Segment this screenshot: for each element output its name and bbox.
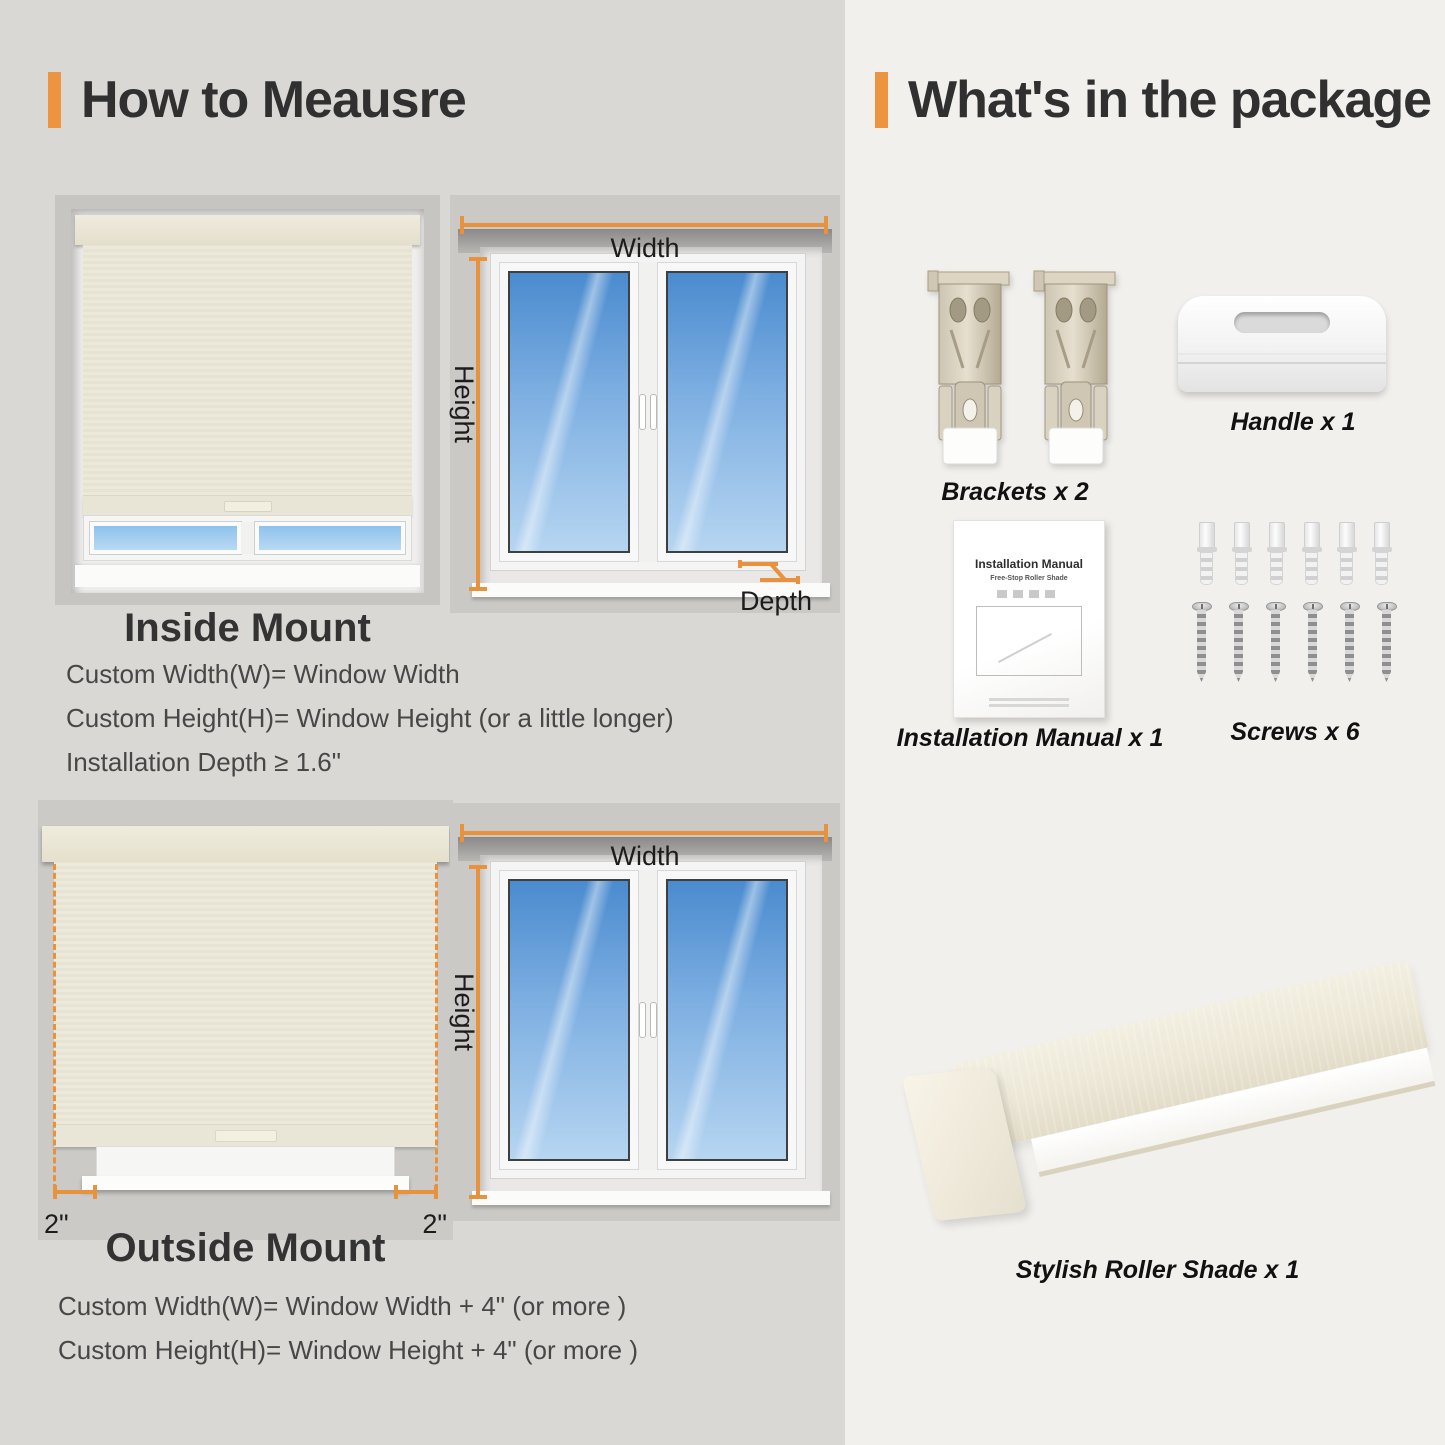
- screw-icon: [1266, 602, 1286, 682]
- casement-right: [657, 870, 797, 1170]
- screw-icon: [1229, 602, 1249, 682]
- roller-shade-cassette: [902, 960, 1445, 1233]
- accent-bar-icon: [875, 72, 888, 128]
- manual-cover-title: Installation Manual: [974, 557, 1083, 571]
- wall-anchor-icon: [1302, 522, 1322, 588]
- window-sill: [82, 1176, 409, 1190]
- window-sill: [472, 1191, 830, 1205]
- glass-right: [666, 879, 788, 1161]
- right-title: What's in the package: [908, 71, 1432, 129]
- screw-icon: [1377, 602, 1397, 682]
- shade-bottom-rail: [54, 1124, 437, 1147]
- brackets-label: Brackets x 2: [941, 478, 1089, 506]
- wall-anchor-icon: [1232, 522, 1252, 588]
- handle-label: Handle x 1: [1230, 408, 1356, 436]
- wall-anchor-icon: [1372, 522, 1392, 588]
- manual-cover-scribble: [997, 590, 1061, 598]
- window-pane-left: [90, 522, 241, 554]
- overhang-dashed-line-right: [435, 864, 438, 1190]
- width-measure-line: [460, 223, 828, 227]
- instruction-line: Custom Height(H)= Window Height + 4" (or more ): [58, 1335, 638, 1365]
- depth-measure-icon: [738, 559, 800, 585]
- window-recess: [71, 209, 424, 593]
- overhang-arrow-right: [394, 1190, 438, 1194]
- depth-label: Depth: [739, 586, 812, 616]
- width-label: Width: [610, 233, 680, 263]
- brackets-figure: [927, 270, 1119, 466]
- accent-bar-icon: [48, 72, 61, 128]
- inside-mount-heading: Inside Mount: [124, 606, 371, 650]
- glass-right: [666, 271, 788, 553]
- inside-mount-instructions: [66, 652, 674, 784]
- shade-cassette: [42, 826, 449, 862]
- window-sill: [75, 565, 420, 587]
- screw-icon: [1340, 602, 1360, 682]
- right-section-header: [875, 70, 1431, 130]
- height-label: Height: [449, 364, 479, 444]
- casement-left: [499, 870, 639, 1170]
- screws-row: [1183, 602, 1405, 682]
- overhang-dashed-line-left: [53, 864, 56, 1190]
- window-diagram-outside: [450, 803, 840, 1221]
- shade-cassette: [75, 215, 420, 245]
- screws-label: Screws x 6: [1230, 718, 1360, 746]
- manual-cover-subtitle: Free-Stop Roller Shade: [990, 575, 1068, 582]
- shade-pull-tab: [215, 1130, 277, 1142]
- shade-pull-tab: [224, 501, 272, 512]
- window-handle-icon: [650, 394, 657, 430]
- bracket-icon: [1033, 270, 1119, 466]
- window-handle-icon: [639, 394, 646, 430]
- casement-right: [657, 262, 797, 562]
- screws-figure: [1183, 522, 1405, 682]
- instruction-line: Custom Height(H)= Window Height (or a little longer): [66, 703, 674, 733]
- width-label: Width: [610, 841, 680, 871]
- inside-mount-photo: [55, 195, 440, 605]
- casement-left: [499, 262, 639, 562]
- overhang-label-right: 2": [422, 1209, 447, 1239]
- shade-bottom-rail: [83, 495, 412, 516]
- overhang-arrow-left: [53, 1190, 97, 1194]
- window-frame: [490, 861, 806, 1179]
- window-diagram-inside: [449, 195, 840, 616]
- height-label: Height: [449, 972, 479, 1052]
- window-handle-icon: [650, 1002, 657, 1038]
- shade-fabric: [54, 862, 437, 1124]
- outside-mount-instructions: [58, 1284, 638, 1372]
- window-frame: [490, 253, 806, 571]
- wall-anchors-row: [1183, 522, 1405, 588]
- width-measure-line: [460, 831, 828, 835]
- outside-mount-heading: Outside Mount: [105, 1226, 386, 1270]
- manual-label: Installation Manual x 1: [896, 724, 1164, 752]
- roller-shade-figure: [885, 950, 1430, 1240]
- package-contents-panel: [845, 0, 1445, 1445]
- left-section-header: [48, 70, 466, 130]
- screw-icon: [1303, 602, 1323, 682]
- window-frame-bottom: [96, 1146, 395, 1178]
- bracket-icon: [927, 270, 1013, 466]
- shade-fabric: [83, 245, 412, 495]
- handle-ridge: [1178, 353, 1386, 364]
- instruction-line: Custom Width(W)= Window Width: [66, 659, 460, 689]
- outside-mount-photo: [38, 800, 453, 1240]
- window-handle-icon: [639, 1002, 646, 1038]
- glass-left: [508, 879, 630, 1161]
- handle-figure: [1178, 296, 1386, 392]
- window-mullion: [241, 522, 255, 554]
- window-mullion: [639, 262, 657, 562]
- instruction-line: Installation Depth ≥ 1.6": [66, 747, 341, 777]
- wall-anchor-icon: [1197, 522, 1217, 588]
- roller-shade-label: Stylish Roller Shade x 1: [1015, 1256, 1300, 1284]
- instruction-line: Custom Width(W)= Window Width + 4" (or more ): [58, 1291, 627, 1321]
- screw-icon: [1192, 602, 1212, 682]
- glass-left: [508, 271, 630, 553]
- installation-manual-figure: [953, 520, 1105, 718]
- manual-cover-footer: [954, 695, 1104, 707]
- wall-anchor-icon: [1337, 522, 1357, 588]
- manual-cover-diagram: [976, 606, 1082, 676]
- overhang-label-left: 2": [44, 1209, 69, 1239]
- wall-anchor-icon: [1267, 522, 1287, 588]
- window-bottom: [83, 515, 412, 561]
- window-pane-right: [255, 522, 406, 554]
- handle-slot: [1234, 312, 1330, 333]
- left-title: How to Meausre: [81, 71, 466, 129]
- window-mullion: [639, 870, 657, 1170]
